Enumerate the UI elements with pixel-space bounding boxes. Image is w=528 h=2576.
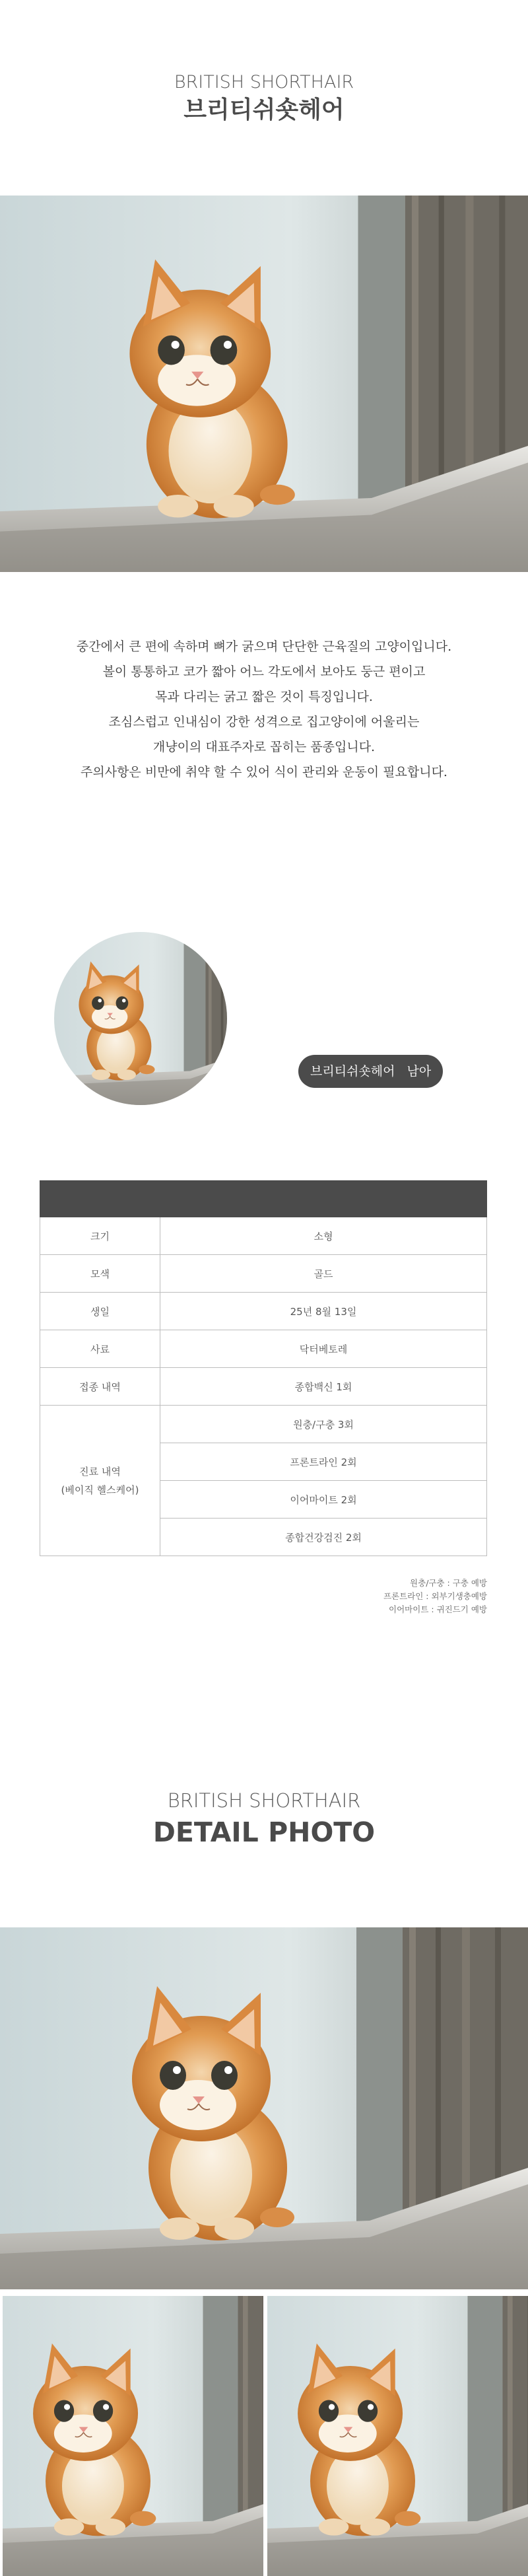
row-label: 크기 — [40, 1217, 160, 1255]
detail-cat-photo-left — [3, 2296, 263, 2576]
detail-title: DETAIL PHOTO — [152, 1816, 376, 1848]
row-label: 생일 — [40, 1293, 160, 1330]
table-header-row — [40, 1181, 487, 1217]
breed-description — [0, 634, 528, 785]
info-table — [40, 1180, 487, 1556]
table-row — [40, 1293, 487, 1330]
footnote: 원충/구충 : 구충 예방 — [410, 1578, 487, 1588]
row-value: 소형 — [160, 1217, 487, 1255]
treatment-value: 종합건강검진 2회 — [160, 1519, 487, 1556]
treatment-value: 이어마이트 2회 — [160, 1481, 487, 1519]
detail-cat-photo-large — [0, 1927, 528, 2289]
row-value: 닥터베토레 — [160, 1330, 487, 1368]
breed-name: 브리티쉬숏헤어 — [310, 1064, 395, 1079]
detail-cat-photo-right — [267, 2296, 528, 2576]
row-value: 25년 8월 13일 — [160, 1293, 487, 1330]
table-row — [40, 1255, 487, 1293]
description-line: 조심스럽고 인내심이 강한 성격으로 집고양이에 어울리는 — [108, 715, 420, 729]
intro-header — [0, 71, 528, 125]
footnotes — [383, 1577, 487, 1616]
row-value: 종합백신 1회 — [160, 1368, 487, 1406]
detail-eyebrow: BRITISH SHORTHAIR — [167, 1789, 361, 1812]
description-line: 목과 다리는 굵고 짧은 것이 특징입니다. — [155, 690, 373, 704]
table-row — [40, 1217, 487, 1255]
description-line: 주의사항은 비만에 취약 할 수 있어 식이 관리와 운동이 필요합니다. — [81, 765, 447, 779]
treatment-label — [40, 1406, 160, 1556]
treatment-label-line: (베이직 헬스케어) — [61, 1484, 139, 1496]
description-line: 볼이 통통하고 코가 짧아 어느 각도에서 보아도 둥근 편이고 — [102, 664, 426, 679]
row-label: 접종 내역 — [40, 1368, 160, 1406]
row-label: 사료 — [40, 1330, 160, 1368]
hero-cat-photo — [0, 196, 528, 572]
description-line: 중간에서 큰 편에 속하며 뼈가 굵으며 단단한 근육질의 고양이입니다. — [76, 639, 452, 654]
footnote: 프론트라인 : 외부기생충예방 — [383, 1591, 487, 1601]
table-row — [40, 1368, 487, 1406]
intro-eyebrow: BRITISH SHORTHAIR — [174, 72, 354, 92]
treatment-value: 프론트라인 2회 — [160, 1443, 487, 1481]
intro-title: 브리티쉬숏헤어 — [183, 96, 345, 124]
breed-gender-badge — [298, 1055, 443, 1088]
treatment-value: 원충/구충 3회 — [160, 1406, 487, 1443]
detail-header — [0, 1789, 528, 1849]
gender: 남아 — [407, 1064, 432, 1079]
row-value: 골드 — [160, 1255, 487, 1293]
table-row — [40, 1406, 487, 1443]
treatment-label-line: 진료 내역 — [79, 1465, 121, 1478]
row-label: 모색 — [40, 1255, 160, 1293]
profile-cat-photo — [54, 932, 227, 1105]
description-line: 개냥이의 대표주자로 꼽히는 품종입니다. — [152, 740, 376, 754]
table-row — [40, 1330, 487, 1368]
footnote: 이어마이트 : 귀진드기 예방 — [389, 1604, 487, 1614]
